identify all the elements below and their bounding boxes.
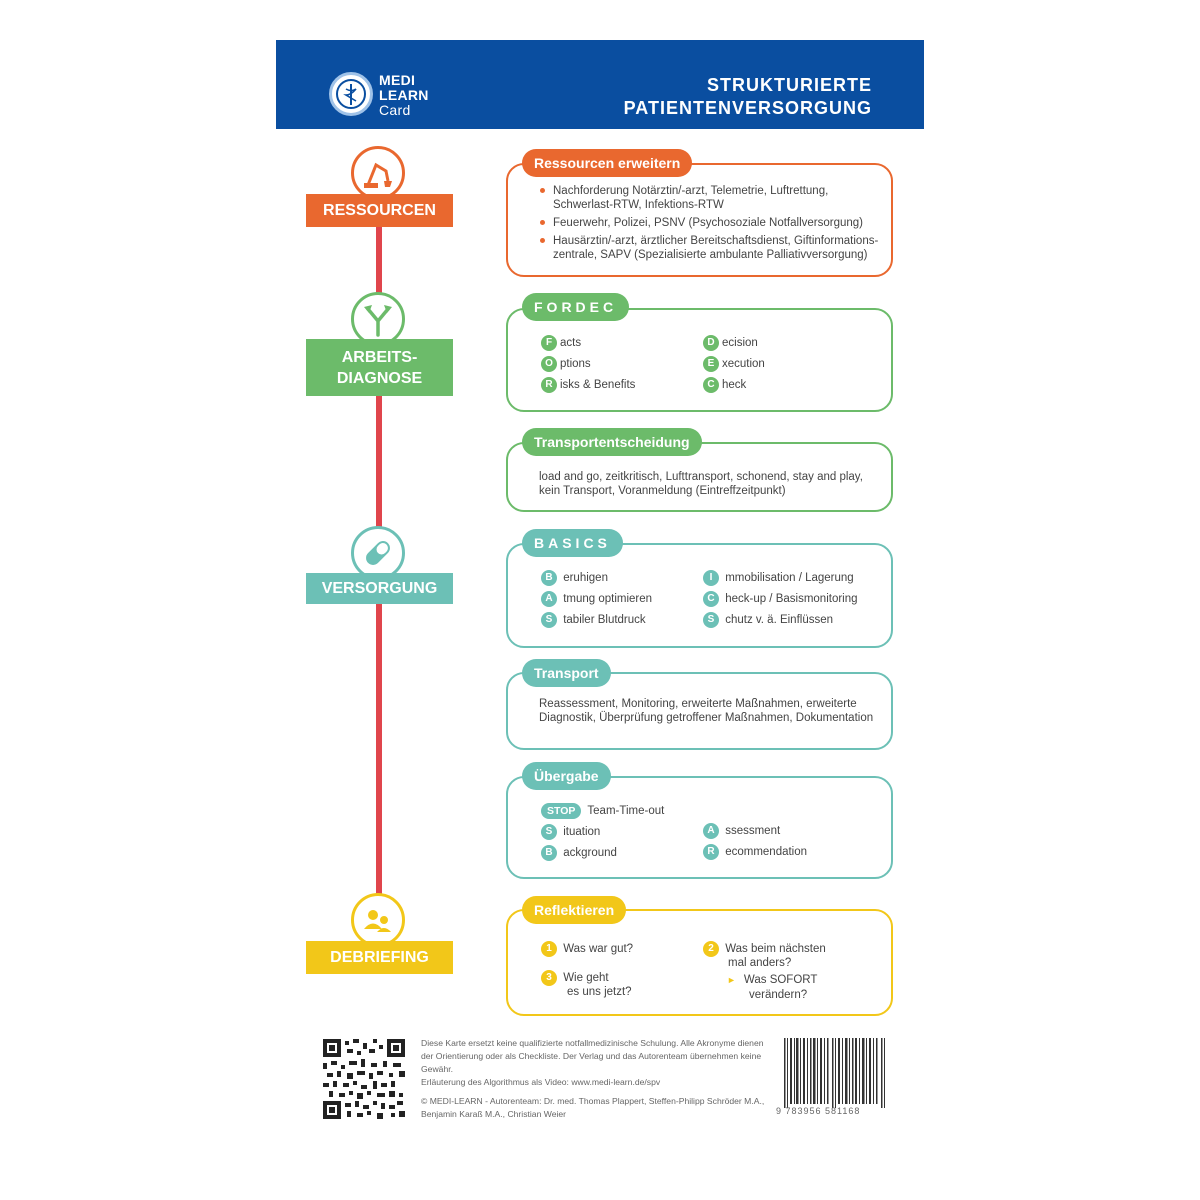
disclaimer-1: Diese Karte ersetzt keine qualifizierte notfallmedizinische Schulung. Alle Akronyme dienen der Orientierung oder als Checkliste. Der Verlag und das Autorenteam übernehmen keine Gewähr. [421,1038,764,1074]
fordec-letter-o: O [541,356,557,372]
barcode-number: 9 783956 581168 [776,1106,861,1116]
disclaimer-2: Erläuterung des Algorithmus als Video: www.medi-learn.de/spv [421,1077,661,1087]
reflect-q3-line2: es uns jetzt? [567,986,632,998]
reflect-q2 [703,941,826,971]
fordec-text-r: isks & Benefits [560,379,636,391]
phase-arbeitsdiagnose-label-line2: DIAGNOSE [336,369,423,387]
sbar-letter-a: A [703,823,719,839]
phase-ressourcen-label: RESSOURCEN [306,194,453,227]
fordec-letter-f: F [541,335,557,351]
sbar-letter-s: S [541,824,557,840]
reflect-q1-text: Was war gut? [563,943,634,955]
sbar-item-s [541,823,617,844]
sbar-item-a [703,822,807,843]
reflect-q2-line1: Was beim nächsten [725,943,826,956]
caduceus-staff-icon [341,82,361,106]
sbar-text-r: ecommendation [725,846,808,858]
uebergabe-right-column [703,822,807,864]
reflect-q4-line2: verändern? [749,989,808,1001]
logo-learn: LEARN [379,87,429,103]
basics-item-i [703,569,858,590]
basics-right-column [703,569,858,632]
basics-text-s2: chutz v. ä. Einflüssen [725,614,834,626]
reflect-q1-num: 1 [541,941,557,957]
reflect-q3-line1: Wie geht [563,972,609,985]
excavator-icon [354,149,402,197]
fordec-item-c [703,376,765,397]
title-line-1: STRUKTURIERTE [707,75,872,95]
card-fordec-title: FORDEC [522,293,629,321]
reflect-q4 [727,973,817,1003]
basics-letter-c: C [703,591,719,607]
uebergabe-stop-row [541,802,664,823]
card-basics-title: BASICS [522,529,623,557]
reflect-q4-line1: Was SOFORT [743,974,818,986]
card-reflektieren-title: Reflektieren [522,896,626,924]
fordec-letter-c: C [703,377,719,393]
title-line-2: PATIENTENVERSORGUNG [623,98,872,118]
ressourcen-bullet-3: Hausärztin/-arzt, ärztlicher Bereitschaftsdienst, Giftinformations-zentrale, SAPV (Spezialisierte ambulante Palliativversorgung) [539,234,891,262]
page-title [624,74,872,120]
barcode-icon [784,1038,886,1108]
basics-text-i: mmobilisation / Lagerung [725,572,854,584]
copyright-text: © MEDI-LEARN - Autorenteam: Dr. med. Thomas Plappert, Steffen-Philipp Schröder M.A., Benjamin Karaß M.A., Christian Weier [421,1096,765,1119]
fordec-item-d [703,334,765,355]
basics-item-a [541,590,652,611]
basics-text-c: heck-up / Basismonitoring [725,593,858,605]
reflect-q1 [541,940,633,961]
disclaimer-text [421,1037,769,1121]
ressourcen-bullet-2: Feuerwehr, Polizei, PSNV (Psychosoziale Notfallversorgung) [539,216,891,230]
phase-debriefing-icon-circle [351,893,405,947]
transport-text: Reassessment, Monitoring, erweiterte Maßnahmen, erweiterte Diagnostik, Überprüfung getroffener Maßnahmen, Dokumentation [539,698,874,724]
basics-letter-s: S [541,612,557,628]
basics-item-c [703,590,858,611]
basics-text-s: tabiler Blutdruck [563,614,646,626]
basics-letter-s2: S [703,612,719,628]
phase-arbeitsdiagnose-icon-circle [351,292,405,346]
fork-arrows-icon [354,295,402,343]
logo-medi: MEDI [379,72,416,88]
fordec-item-e [703,355,765,376]
fordec-item-f [541,334,635,355]
fordec-letter-r: R [541,377,557,393]
phase-debriefing-label: DEBRIEFING [306,941,453,974]
fordec-item-r [541,376,635,397]
stop-text: Team-Time-out [587,805,665,817]
sbar-item-b [541,844,617,865]
basics-text-a: tmung optimieren [563,593,653,605]
fordec-item-o [541,355,635,376]
phase-versorgung-icon-circle [351,526,405,580]
basics-letter-i: I [703,570,719,586]
card-uebergabe-title: Übergabe [522,762,611,790]
reflect-q3 [541,970,632,1000]
card-transportentscheidung-title: Transportentscheidung [522,428,702,456]
basics-text-b: eruhigen [563,572,608,584]
fordec-letter-d: D [703,335,719,351]
pill-icon [354,529,402,577]
ressourcen-bullet-1: Nachforderung Notärztin/-arzt, Telemetrie, Luftrettung, Schwerlast-RTW, Infektions-RTW [539,184,891,212]
sbar-item-r [703,843,807,864]
fordec-text-c: heck [722,379,747,391]
fordec-right-column [703,334,765,397]
card-ressourcen-title: Ressourcen erweitern [522,149,692,177]
fordec-left-column [541,334,635,397]
phase-versorgung-label: VERSORGUNG [306,573,453,604]
fordec-letter-e: E [703,356,719,372]
sbar-letter-r: R [703,844,719,860]
phase-ressourcen-icon-circle [351,146,405,200]
card-transport-title: Transport [522,659,611,687]
logo-card: Card [379,102,411,118]
uebergabe-left-column [541,823,617,865]
fordec-text-e: xecution [722,358,765,370]
fordec-text-o: ptions [560,358,591,370]
sbar-text-b: ackground [563,847,617,859]
arrow-right-icon: ► [727,975,736,985]
sbar-text-a: ssessment [725,825,781,837]
reflect-q3-num: 3 [541,970,557,986]
basics-item-s [541,611,652,632]
basics-item-s2 [703,611,858,632]
sbar-text-s: ituation [563,826,601,838]
basics-item-b [541,569,652,590]
phase-arbeitsdiagnose-label [306,339,453,396]
fordec-text-d: ecision [722,337,758,349]
reflect-q2-num: 2 [703,941,719,957]
stop-badge: STOP [541,803,581,819]
basics-letter-a: A [541,591,557,607]
phase-arbeitsdiagnose-label-line1: ARBEITS- [341,348,418,366]
basics-left-column [541,569,652,632]
reflect-q2-line2: mal anders? [728,957,792,969]
fordec-text-f: acts [560,337,582,349]
qr-code-icon [323,1039,405,1119]
people-icon [354,896,402,944]
card-ressourcen-body [539,184,891,266]
basics-letter-b: B [541,570,557,586]
logo-text [379,73,429,118]
transportentscheidung-text: load and go, zeitkritisch, Lufttransport, schonend, stay and play, kein Transport, Voranmeldung (Eintreffzeitpunkt) [539,471,863,497]
sbar-letter-b: B [541,845,557,861]
